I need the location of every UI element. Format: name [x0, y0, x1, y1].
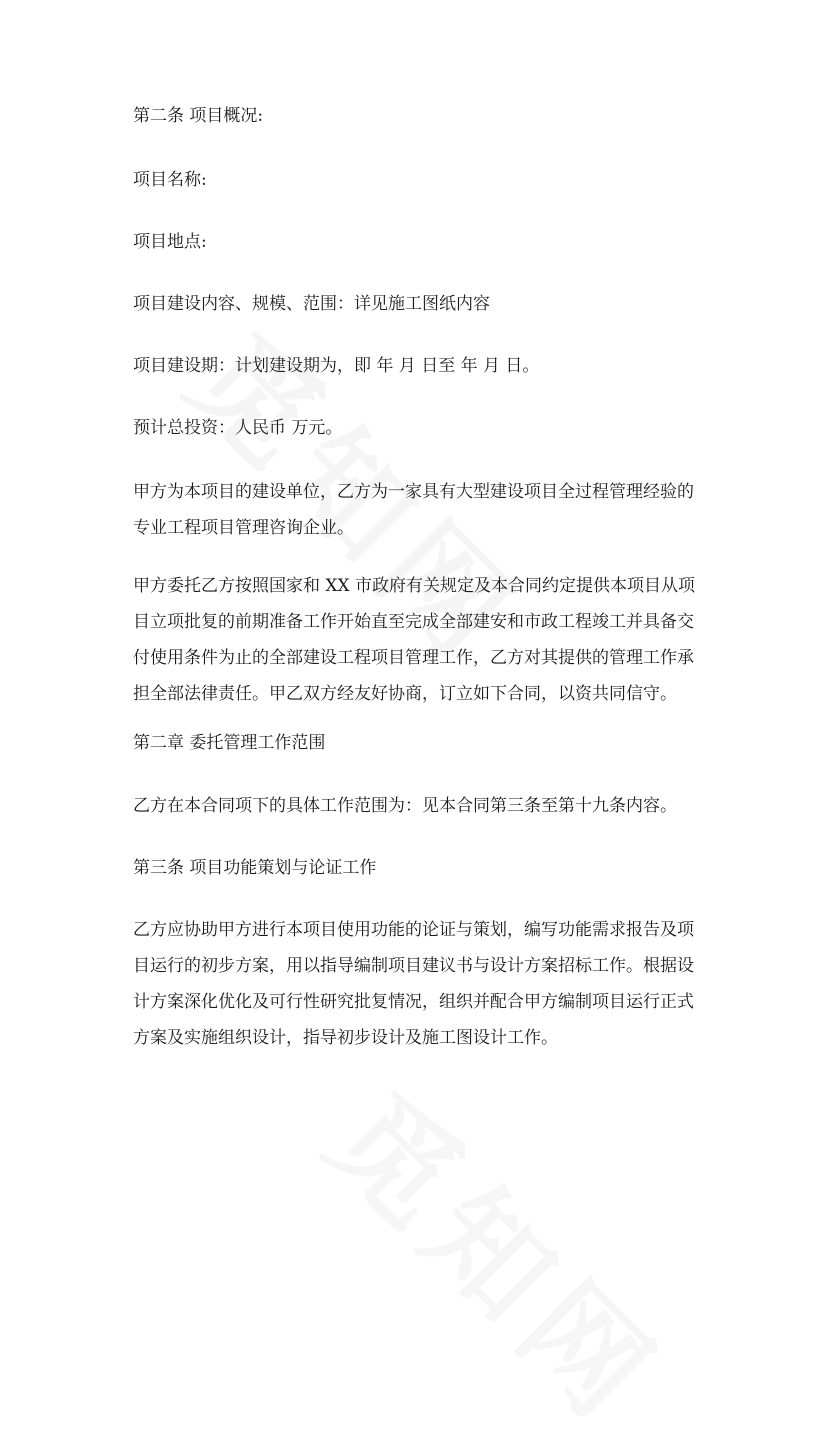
project-investment-line: 预计总投资：人民币 万元。: [133, 418, 343, 438]
project-scope-line: 项目建设内容、规模、范围：详见施工图纸内容: [133, 294, 490, 314]
parties-description-paragraph: 甲方为本项目的建设单位，乙方为一家具有大型建设项目全过程管理经验的专业工程项目管理咨询企业。: [133, 482, 694, 538]
work-scope-line: 乙方在本合同项下的具体工作范围为：见本合同第三条至第十九条内容。: [133, 796, 677, 816]
watermark-lower: [298, 1050, 704, 1456]
project-name-line: 项目名称:: [133, 170, 207, 190]
article-3-heading: 第三条 项目功能策划与论证工作: [133, 858, 377, 878]
project-period-line: 项目建设期：计划建设期为，即 年 月 日至 年 月 日。: [133, 356, 540, 376]
chapter-2-heading: 第二章 委托管理工作范围: [133, 733, 326, 753]
project-location-line: 项目地点:: [133, 232, 207, 252]
article-2-heading: 第二条 项目概况:: [133, 106, 264, 126]
commission-paragraph: 甲方委托乙方按照国家和 XX 市政府有关规定及本合同约定提供本项目从项目立项批复的前期准备工作开始直至完成全部建安和市政工程竣工并具备交付使用条件为止的全部建设工程项目管理工作，乙方对其提供的管理工作承担全部法律责任。甲乙双方经友好协商，订立如下合同，以资共同信守。: [133, 576, 696, 704]
article-3-paragraph: 乙方应协助甲方进行本项目使用功能的论证与策划，编写功能需求报告及项目运行的初步方案，用以指导编制项目建议书与设计方案招标工作。根据设计方案深化优化及可行性研究批复情况，组织并配合甲方编制项目运行正式方案及实施组织设计，指导初步设计及施工图设计工作。: [133, 920, 694, 1048]
